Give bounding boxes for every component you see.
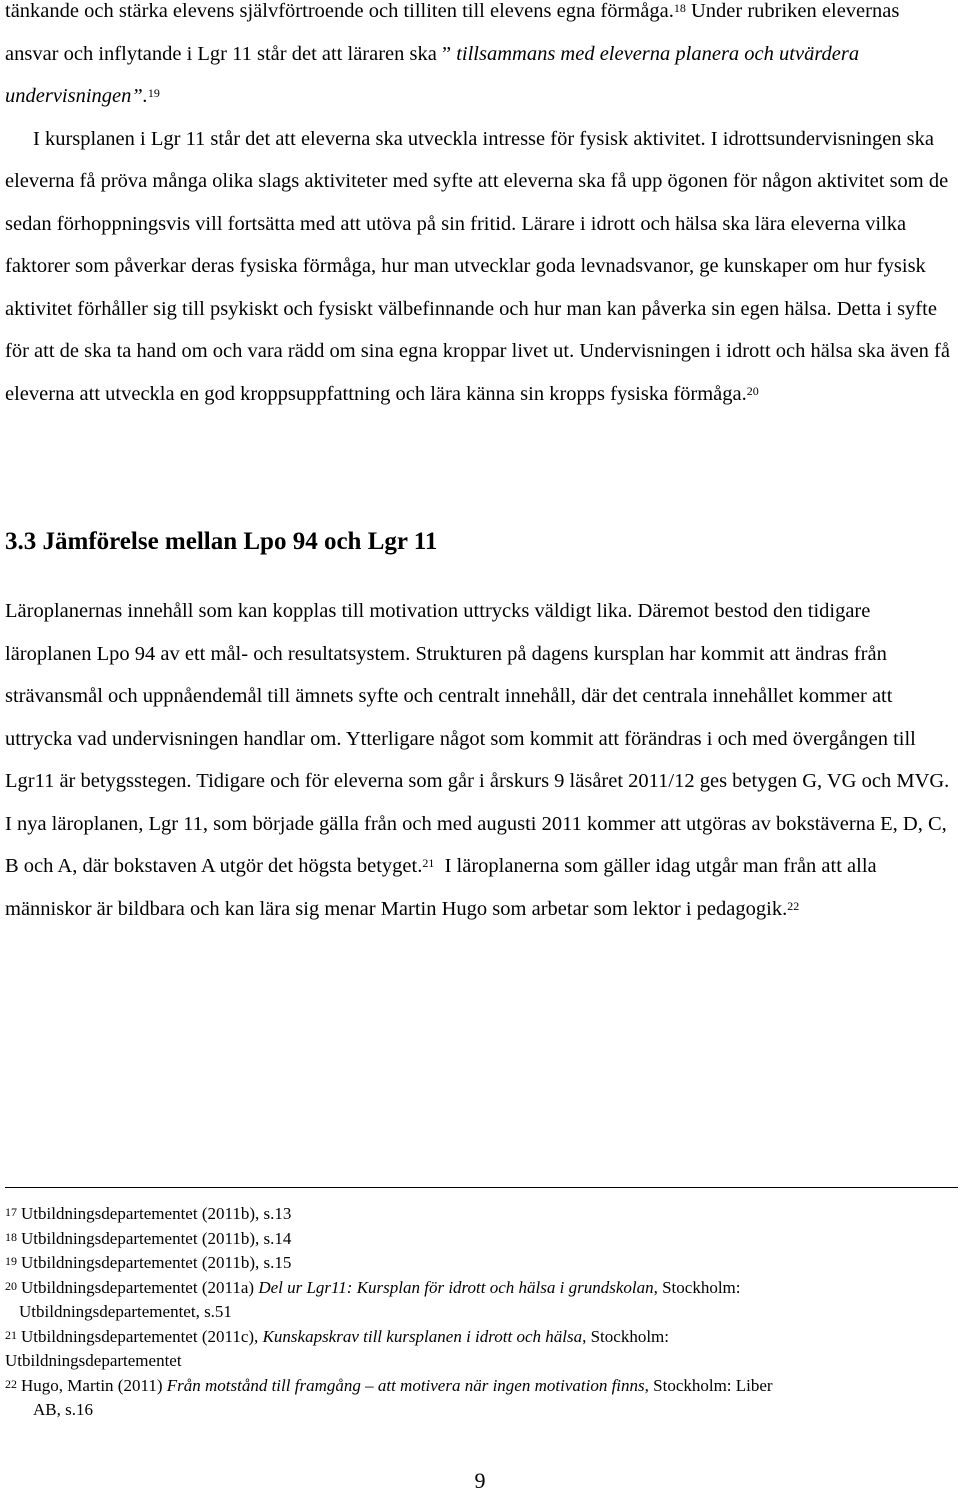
footnote-text: Utbildningsdepartementet (2011b), s.13 — [21, 1204, 292, 1223]
text-span: tänkande och stärka elevens självförtroende och tilliten till elevens egna förmåga. — [5, 0, 674, 22]
footnote-ref[interactable]: 18 — [673, 1, 686, 15]
footnote-number: 21 — [5, 1327, 17, 1342]
section-heading: 3.3 Jämförelse mellan Lpo 94 och Lgr 11 — [5, 528, 438, 555]
footnotes — [5, 1202, 957, 1423]
footnote-item — [5, 1276, 957, 1325]
text-span: Läroplanernas innehåll som kan kopplas till motivation uttrycks väldigt lika. Däremot bestod den tidigare läroplanen Lpo 94 av ett mål- och resultatsystem. Strukturen på dagens kursplan har kommit att ändras från strävansmål och uppnåendemål till ämnets syfte och centralt innehåll, där det centrala innehållet kommer att uttrycka vad undervisningen handlar om. Ytterligare något som kommit att förändras i och med övergången till Lgr11 är betygsstegen. Tidigare och för eleverna som går i årskurs 9 läsåret 2011/12 ges betygen G, VG och MVG. I nya läroplanen, Lgr 11, som började gälla från och med augusti 2011 kommer att utgöras av bokstäverna E, D, C, B och A, där bokstaven A utgör det högsta betyget. — [5, 600, 950, 877]
footnote-text: Utbildningsdepartementet (2011a) — [21, 1277, 259, 1297]
footnote-text: Utbildningsdepartementet (2011b), s.15 — [21, 1253, 292, 1272]
footnote-text: Utbildningsdepartementet (2011b), s.14 — [21, 1228, 292, 1248]
footnote-ref[interactable]: 21 — [422, 856, 435, 870]
footnote-title: Från motstånd till framgång – att motivera när ingen motivation finns — [166, 1375, 645, 1395]
footnote-text: Utbildningsdepartementet — [5, 1351, 182, 1370]
quote-italic: tillsammans med eleverna planera och utvärdera undervisningen”. — [5, 42, 860, 107]
footnote-item — [5, 1227, 957, 1252]
footnote-number: 18 — [5, 1229, 17, 1244]
footnote-item — [5, 1374, 957, 1423]
footnote-text: AB, s.16 — [33, 1400, 93, 1419]
footnote-ref[interactable]: 20 — [746, 383, 759, 398]
footnote-number: 17 — [5, 1205, 17, 1219]
footnote-title: Del ur Lgr11: Kursplan för idrott och hälsa i grundskolan — [258, 1277, 654, 1297]
footnote-number: 22 — [5, 1376, 17, 1391]
text-span: I läroplanerna som gäller idag utgår man från att alla människor är bildbara och kan lära sig menar Martin Hugo som arbetar som lektor i pedagogik. — [5, 855, 877, 920]
footnote-text: Utbildningsdepartementet (2011c), — [21, 1326, 263, 1346]
footnote-text: , Stockholm: — [582, 1326, 669, 1346]
footnote-item — [5, 1325, 957, 1374]
text-span: Under rubriken elevernas ansvar och inflytande i Lgr 11 står det att läraren ska ” — [5, 0, 900, 65]
footnote-text: , Stockholm: — [653, 1277, 741, 1297]
footnote-item — [5, 1202, 957, 1227]
footnote-divider — [5, 1187, 958, 1188]
footnote-number: 19 — [5, 1254, 17, 1268]
footnote-item — [5, 1251, 957, 1276]
footnote-title: Kunskapskrav till kursplanen i idrott och hälsa — [262, 1326, 583, 1346]
body-paragraph-comparison — [5, 590, 957, 930]
footnote-text: Utbildningsdepartementet, s.51 — [19, 1302, 232, 1321]
page-number: 9 — [474, 1468, 486, 1493]
body-paragraph-motivation — [5, 0, 957, 415]
footnote-ref[interactable]: 22 — [787, 898, 800, 913]
text-span: I kursplanen i Lgr 11 står det att eleverna ska utveckla intresse för fysisk aktivitet. I idrottsundervisningen ska eleverna få pröva många olika slags aktiviteter med syfte att eleverna ska få upp ögonen för någon aktivitet som de sedan förhoppningsvis vill fortsätta med att utöva på sin fritid. Lärare i idrott och hälsa ska lära eleverna vilka faktorer som påverkar deras fysiska förmåga, hur man utvecklar goda levnadsvanor, ge kunskaper om hur fysisk aktivitet förhåller sig till psykiskt och fysiskt välbefinnande och hur man kan påverka sin egen hälsa. Detta i syfte för att de ska ta hand om och vara rädd om sina egna kroppar livet ut. Undervisningen i idrott och hälsa ska även få eleverna att utveckla en god kroppsuppfattning och lära känna sin kropps fysiska förmåga. — [5, 127, 950, 405]
footnote-number: 20 — [5, 1278, 17, 1293]
footnote-ref[interactable]: 19 — [147, 86, 160, 100]
footnote-text: , Stockholm: Liber — [644, 1375, 773, 1395]
footnote-text: Hugo, Martin (2011) — [21, 1375, 167, 1395]
